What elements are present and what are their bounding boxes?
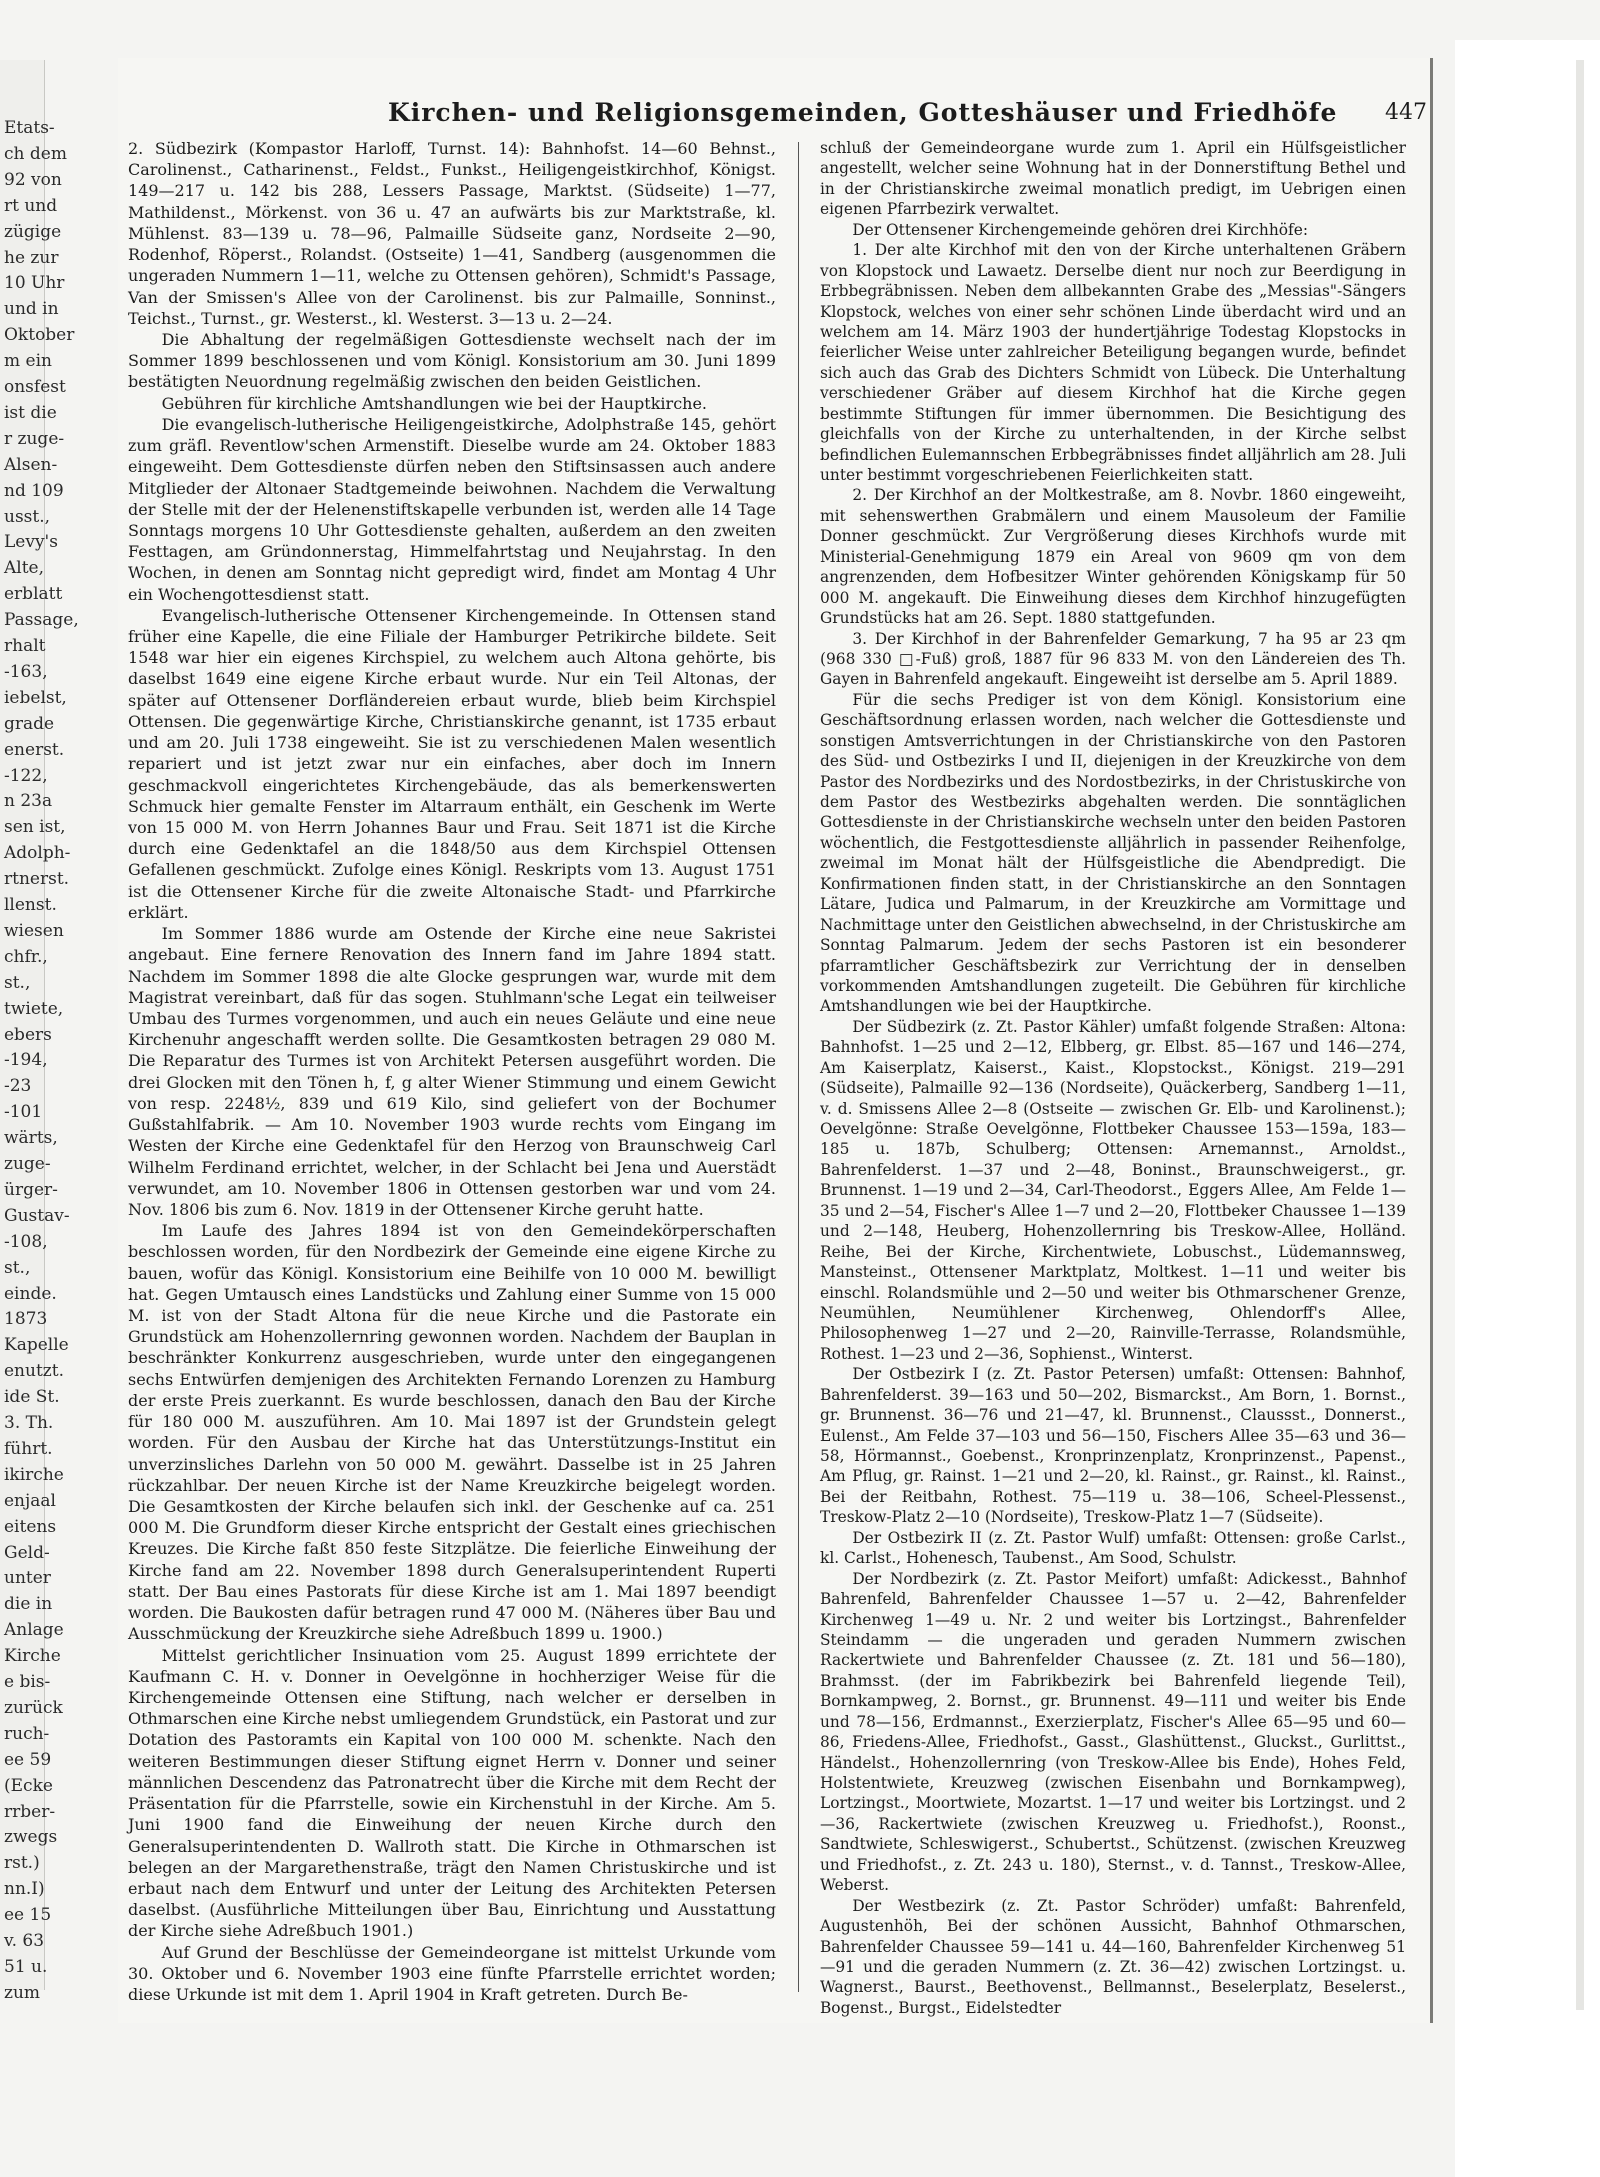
- paragraph: Die Abhaltung der regelmäßigen Gottesdienste wechselt nach der im Sommer 1899 beschlossenen und vom Königl. Konsistorium am 30. Juni 1899 bestätigten Neuordnung regelmäßig zwischen den beiden Geistlichen.: [128, 329, 776, 392]
- margin-fragment: zum: [4, 1982, 41, 2003]
- previous-page-margin-strip: [0, 60, 79, 2003]
- margin-fragment: nd 109: [4, 480, 64, 501]
- margin-fragment: wiesen: [4, 920, 64, 941]
- margin-fragment: enjaal: [4, 1490, 56, 1511]
- margin-fragment: zuge-: [4, 1154, 51, 1174]
- paragraph: Auf Grund der Beschlüsse der Gemeindeorgane ist mittelst Urkunde vom 30. Oktober und 6. November 1903 eine fünfte Pfarrstelle errichtet worden; diese Urkunde ist mit dem 1. April 1904 in Kraft getreten. Durch Be-: [128, 1942, 776, 2005]
- margin-fragment: Oktober: [4, 325, 75, 346]
- margin-fragment: ebers: [4, 1024, 52, 1045]
- margin-fragment: he zur: [4, 247, 59, 268]
- paragraph: Im Laufe des Jahres 1894 ist von den Gemeindekörperschaften beschlossen worden, für den Nordbezirk der Gemeinde eine eigene Kirche zu bauen, wofür das Königl. Konsistorium eine Beihilfe von 10 000 M. bewilligt hat. Gegen Umtausch eines Landstücks und Zahlung einer Summe von 15 000 M. ist von der Stadt Altona für die neue Kirche und die Pastorate ein Grundstück am Hohenzollernring gewonnen worden. Nachdem der Bauplan in beschränkter Konkurrenz ausgeschrieben, wurde unter den eingegangenen sechs Entwürfen demjenigen des Architekten Fernando Lorenzen zu Hamburg der erste Preis zuerkannt. Es wurde beschlossen, danach den Bau der Kirche für 180 000 M. auszuführen. Am 10. Mai 1897 ist der Grundstein gelegt worden. Für den Ausbau der Kirche hat das Unterstützungs-Institut ein unverzinsliches Darlehn von 50 000 M. gewährt. Dasselbe ist in 25 Jahren rückzahlbar. Der neuen Kirche ist der Name Kreuzkirche beigelegt worden. Die Gesamtkosten der Kirche belaufen sich inkl. der Geschenke auf ca. 251 000 M. Die Grundform dieser Kirche entspricht der Gestalt eines griechischen Kreuzes. Die Kirche faßt 850 feste Sitzplätze. Die feierliche Einweihung der Kirche fand am 22. November 1898 durch Generalsuperintendent Ruperti statt. Der Bau eines Pastorats für diese Kirche ist am 1. Mai 1897 beendigt worden. Die Baukosten dafür betragen rund 47 000 M. (Näheres über Bau und Ausschmückung der Kreuzkirche siehe Adreßbuch 1899 u. 1900.): [128, 1221, 776, 1644]
- margin-fragment: enerst.: [4, 739, 65, 760]
- right-edge-shadow: [1576, 60, 1584, 2010]
- margin-fragment: die in: [4, 1594, 53, 1615]
- margin-fragment: grade: [4, 713, 55, 734]
- margin-fragment: rst.): [4, 1853, 40, 1874]
- margin-fragment: -101: [4, 1102, 43, 1123]
- margin-fragment: eitens: [4, 1516, 57, 1537]
- margin-fragment: ee 59: [4, 1749, 52, 1770]
- paragraph: Der Ostbezirk I (z. Zt. Pastor Petersen) umfaßt: Ottensen: Bahnhof, Bahrenfelderst. 39—163 und 50—202, Bismarckst., Am Born, 1. Bornst., gr. Brunnenst. 36—76 und 21—47, kl. Brunnenst., Claussst., Donnerst., Eulenst., Am Felde 37—103 und 56—150, Fischers Allee 35—63 und 36—58, Hörmannst., Goebenst., Kronprinzenplatz, Kronprinzenst., Papenst., Am Pflug, gr. Rainst. 1—21 und 2—20, kl. Rainst., gr. Rainst., kl. Rainst., Bei der Reitbahn, Rothest. 75—119 u. 38—106, Scheel-Plessenst., Treskow-Platz 2—10 (Nordseite), Treskow-Platz 1—7 (Südseite).: [820, 1365, 1406, 1527]
- paragraph: Der Ostbezirk II (z. Zt. Pastor Wulf) umfaßt: Ottensen: große Carlst., kl. Carlst., Hohenesch, Taubenst., Am Sood, Schulstr.: [820, 1528, 1406, 1568]
- margin-fragment: zurück: [4, 1697, 63, 1718]
- margin-fragment: iebelst,: [4, 687, 67, 708]
- margin-fragment: st.,: [4, 1257, 31, 1278]
- margin-fragment: ruch-: [4, 1723, 50, 1744]
- margin-fragment: 1873: [4, 1309, 48, 1330]
- margin-fragment: einde.: [4, 1283, 57, 1304]
- paragraph: Die evangelisch-lutherische Heiligengeistkirche, Adolphstraße 145, gehört zum gräfl. Reventlow'schen Armenstift. Dieselbe wurde am 24. Oktober 1883 eingeweiht. Dem Gottesdienste dürfen neben den Stiftsinsassen auch andere Mitglieder der Altonaer Stadtgemeinde beiwohnen. Nachdem die Verwaltung der Stelle mit der der Helenenstiftskapelle verbunden ist, werden alle 14 Tage Sonntags morgens 10 Uhr Gottesdienste gehalten, außerdem an den zweiten Festtagen, am Gründonnerstag, Himmelfahrtstag und Neujahrstag. In den Wochen, in denen am Sonntag nicht gepredigt wird, findet am Montag 4 Uhr ein Wochengottesdienst statt.: [128, 414, 776, 604]
- margin-fragment: zügige: [4, 221, 62, 242]
- paragraph: schluß der Gemeindeorgane wurde zum 1. April ein Hülfsgeistlicher angestellt, welcher seine Wohnung hat in der Donnerstiftung Bethel und in der Christianskirche zweimal monatlich predigt, im Uebrigen einen eigenen Pfarrbezirk verwaltet.: [820, 139, 1406, 219]
- margin-fragment: ürger-: [4, 1179, 58, 1200]
- margin-fragment: 10 Uhr: [4, 273, 65, 294]
- margin-fragment: llenst.: [4, 895, 57, 915]
- paragraph: Der Ottensener Kirchengemeinde gehören drei Kirchhöfe:: [852, 220, 1309, 239]
- margin-fragment: zwegs: [4, 1827, 58, 1848]
- margin-fragment: Adolph-: [4, 843, 71, 864]
- margin-fragment: rt und: [4, 195, 58, 216]
- margin-fragment: und in: [4, 299, 59, 320]
- margin-fragment: Anlage: [4, 1620, 64, 1641]
- margin-fragment: -108,: [4, 1231, 48, 1252]
- paragraph: Im Sommer 1886 wurde am Ostende der Kirche eine neue Sakristei angebaut. Eine fernere Renovation des Innern fand im Jahre 1894 statt. Nachdem im Sommer 1898 die alte Glocke gesprungen war, wurde mit dem Magistrat vereinbart, daß für das sogen. Stuhlmann'sche Legat ein teilweiser Umbau des Turmes vorgenommen, und auch ein neues Geläute und eine neue Kirchenuhr angeschafft werden sollte. Die Gesamtkosten betragen 29 080 M. Die Reparatur des Turmes ist von Architekt Petersen ausgeführt worden. Die drei Glocken mit den Tönen h, f, g alter Wiener Stimmung und einem Gewicht von resp. 2248½, 839 und 619 Kilo, sind geliefert von der Bochumer Gußstahlfabrik. — Am 10. November 1903 wurde rechts vom Eingang im Westen der Kirche eine Gedenktafel für den Herzog von Braunschweig Carl Wilhelm Ferdinand errichtet, welcher, in der Schlacht bei Jena und Auerstädt verwundet, am 10. November 1806 in Ottensen gestorben war und vom 24. Nov. 1806 bis zum 6. Nov. 1819 in der Ottensener Kirche geruht hatte.: [128, 924, 776, 1219]
- margin-fragment: e bis-: [4, 1672, 51, 1692]
- margin-fragment: usst.,: [4, 506, 51, 527]
- paragraph: Der Südbezirk (z. Zt. Pastor Kähler) umfaßt folgende Straßen: Altona: Bahnhofst. 1—25 und 2—12, Elbberg, gr. Elbst. 85—167 und 146—274, Am Kaiserplatz, Kaiserst., Kaist., Klopstockst., Königst. 219—291 (Südseite), Palmaille 92—136 (Nordseite), Quäckerberg, Sandberg 1—11, v. d. Smissens Allee 2—8 (Ostseite — zwischen Gr. Elb- und Karolinenst.); Oevelgönne: Straße Oevelgönne, Flottbeker Chaussee 153—159a, 183—185 u. 187b, Schulberg; Ottensen: Arnemannst., Arnoldst., Bahrenfelderst. 1—37 und 2—48, Boninst., Braunschweigerst., gr. Brunnenst. 1—19 und 2—34, Carl-Theodorst., Eggers Allee, Am Felde 1—35 und 2—54, Fischer's Allee 1—7 und 2—20, Flottbeker Chaussee 1—139 und 2—148, Heuberg, Hohenzollernring bis Treskow-Allee, Holländ. Reihe, Bei der Kirche, Kirchentwiete, Lobuschst., Lüdemannsweg, Mansteinst., Ottensener Marktplatz, Moltkest. 1—11 und weiter bis einschl. Rolandsmühle und 2—50 und weiter bis Othmarschener Grenze, Neumühlen, Neumühlener Kirchenweg, Ohlendorff's Allee, Philosophenweg 1—27 und 2—20, Rainville-Terrasse, Rolandsmühle, Rothest. 1—23 und 2—36, Sophienst., Winterst.: [820, 1017, 1406, 1363]
- left-text-column: [128, 138, 776, 2018]
- margin-fragment: r zuge-: [4, 428, 65, 449]
- margin-fragment: ide St.: [4, 1387, 60, 1408]
- margin-fragment: erblatt: [4, 584, 63, 605]
- margin-fragment: -163,: [4, 661, 48, 682]
- paragraph: Evangelisch-lutherische Ottensener Kirchengemeinde. In Ottensen stand früher eine Kapelle, die eine Filiale der Hamburger Petrikirche bildete. Seit 1548 war hier ein eigenes Kirchspiel, zu welchem auch Altona gehörte, bis daselbst 1649 eine eigene Kirche erbaut wurde. Nur ein Teil Altonas, der später auf Ottensener Dorfländereien erbaut wurde, blieb beim Kirchspiel Ottensen. Die gegenwärtige Kirche, Christianskirche genannt, ist 1735 erbaut und am 20. Juli 1738 eingeweiht. Sie ist zu verschiedenen Malen wesentlich repariert und ist jetzt zwar nur ein einfaches, aber doch im Innern geschmackvoll eingerichtetes Kirchengebäude, das als bemerkenswerten Schmuck hier gemalte Fenster im Altarraum enthält, ein Geschenk im Werte von 15 000 M. von Herrn Johannes Baur und Frau. Seit 1871 ist die Kirche durch eine Gedenktafel an die 1848/50 aus dem Kirchspiel Ottensen Gefallenen geschmückt. Zufolge eines Königl. Reskripts vom 13. August 1751 ist die Ottensener Kirche für die zweite Altonaische Stadt- und Pfarrkirche erklärt.: [128, 605, 776, 922]
- margin-fragment: -122,: [4, 765, 48, 786]
- margin-fragment: 92 von: [4, 169, 62, 190]
- margin-fragment: onsfest: [4, 377, 66, 397]
- margin-fragment: ch dem: [4, 143, 67, 164]
- margin-fragment: n 23a: [4, 791, 53, 812]
- margin-fragment: rhalt: [4, 636, 46, 656]
- paragraph: Mittelst gerichtlicher Insinuation vom 25. August 1899 errichtete der Kaufmann C. H. v. Donner in Oevelgönne in hochherziger Weise für die Kirchengemeinde Ottensen eine Stiftung, nach welcher er derselben in Othmarschen eine Kirche nebst umliegendem Grundstück, ein Pastorat und zur Dotation des Pastoramts ein Kapital von 100 000 M. schenkte. Nach den weiteren Bestimmungen dieser Stiftung eignet Herrn v. Donner und seiner männlichen Descendenz das Patronatrecht über die Kirche mit dem Recht der Präsentation für die Pfarrstelle, sowie ein Kirchenstuhl in der Kirche. Am 5. Juni 1900 fand die Einweihung der neuen Kirche durch den Generalsuperintendenten D. Wallroth statt. Die Kirche in Othmarschen ist belegen an der Margarethenstraße, trägt den Namen Christuskirche und ist erbaut nach dem Entwurf und unter der Leitung des Architekten Petersen daselbst. (Ausführliche Mitteilungen über Bau, Einrichtung und Ausstattung der Kirche siehe Adreßbuch 1901.): [128, 1645, 776, 1941]
- running-head-title: Kirchen- und Religionsgemeinden, Gotteshäuser und Friedhöfe: [388, 98, 1338, 127]
- paragraph: Der Nordbezirk (z. Zt. Pastor Meifort) umfaßt: Adickesst., Bahnhof Bahrenfeld, Bahrenfelder Chaussee 1—57 u. 2—42, Bahrenfelder Kirchenweg 1—49 u. Nr. 2 und weiter bis Lortzingst., Bahrenfelder Steindamm — die ungeraden und geraden Nummern zwischen Rackertwiete und Bahrenfelder Chaussee (z. Zt. 181 und 56—180), Brahmsst. (der im Fabrikbezirk bei Bahrenfeld liegende Teil), Bornkampweg, 2. Bornst., gr. Brunnenst. 49—111 und weiter bis Ende und 78—156, Erdmannst., Exerzierplatz, Fischer's Allee 65—95 und 60—86, Friedens-Allee, Friedhofst., Gasst., Glashüttenst., Gluckst., Gurlittst., Händelst., Hohenzollernring (von Treskow-Allee bis Ende), Hohes Feld, Holstentwiete, Kreuzweg (zwischen Eisenbahn und Bornkampweg), Lortzingst., Moortwiete, Mozartst. 1—17 und weiter bis Lortzingst. und 2—36, Rackertwiete (zwischen Kreuzweg u. Friedhofst.), Roonst., Sandtwiete, Schleswigerst., Schubertst., Schützenst. (zwischen Kreuzweg und Friedhofst., z. Zt. 243 u. 180), Sternst., v. d. Tannst., Treskow-Allee, Weberst.: [820, 1569, 1406, 1895]
- margin-fragment: m ein: [4, 351, 52, 372]
- margin-fragment: Passage,: [4, 610, 79, 631]
- column-divider: [798, 142, 799, 1992]
- margin-fragment: -194,: [4, 1050, 48, 1071]
- paragraph: 1. Der alte Kirchhof mit den von der Kirche unterhaltenen Gräbern von Klopstock und Lawaetz. Derselbe dient nur noch zur Beerdigung in Erbbegräbnissen. Neben dem allbekannten Grabe des „Messias"-Sängers Klopstock, welches von einer sehr schönen Linde überdacht wird und an welchem am 14. März 1903 der hundertjährige Todestag Klopstocks in feierlicher Weise unter zahlreicher Beteiligung begangen wurde, befindet sich auch das Grab des Dichters Schmidt von Lübeck. Die Unterhaltung verschiedener Gräber auf diesem Kirchhof hat die Kirche gegen bestimmte Stiftungen für immer übernommen. Die Besichtigung des gleichfalls von der Kirche zu unterhaltenden, in der Kirche selbst befindlichen Eulemannschen Erbbegräbnisses findet alljährlich am 28. Juli unter bestimmt vorgeschriebenen Feierlichkeiten statt.: [820, 241, 1406, 484]
- margin-fragment: ee 15: [4, 1905, 52, 1926]
- paragraph: Für die sechs Prediger ist von dem Königl. Konsistorium eine Geschäftsordnung erlassen worden, nach welcher die Gottesdienste und sonstigen Amtsverrichtungen in der Christianskirche von den Pastoren des Süd- und Ostbezirks I und II, diejenigen in der Kreuzkirche von dem Pastor des Nordbezirks und des Nordostbezirks, in der Christuskirche von dem Pastor des Westbezirks abgehalten werden. Die sonntäglichen Gottesdienste in der Christianskirche wechseln unter den beiden Pastoren wöchentlich, die Festgottesdienste alljährlich in passender Reihenfolge, zweimal im Monat hält der Hülfsgeistliche die Abendpredigt. Die Konfirmationen finden statt, in der Christianskirche an den Sonntagen Lätare, Judica und Palmarum, in der Kreuzkirche am Vormittage und Nachmittage unter den Geistlichen abwechselnd, in der Christuskirche am Sonntag Palmarum. Jedem der sechs Pastoren ist ein besonderer pfarramtlicher Geschäftsbezirk zur Verrichtung der in denselben vorkommenden Amtshandlungen zugeteilt. Die Gebühren für kirchliche Amtshandlungen wie bei der Hauptkirche.: [820, 690, 1406, 1016]
- margin-fragment: rrber-: [4, 1801, 56, 1822]
- margin-fragment: v. 63: [4, 1931, 45, 1951]
- book-page: [118, 58, 1433, 2023]
- paragraph: 3. Der Kirchhof in der Bahrenfelder Gemarkung, 7 ha 95 ar 23 qm (968 330 □-Fuß) groß, 1887 für 96 833 M. von den Ländereien des Th. Gayen in Bahrenfeld angekauft. Eingeweiht ist derselbe am 5. April 1889.: [820, 629, 1406, 689]
- paragraph: Der Westbezirk (z. Zt. Pastor Schröder) umfaßt: Bahrenfeld, Augustenhöh, Bei der schönen Aussicht, Bahnhof Othmarschen, Bahrenfelder Chaussee 59—141 u. 44—160, Bahrenfelder Kirchenweg 51—91 und die geraden Nummern (z. Zt. 36—42) zwischen Lortzingst. u. Wagnerst., Baurst., Beethovenst., Bellmannst., Beselerplatz, Beselerst., Bogenst., Burgst., Eidelstedter: [820, 1896, 1406, 2017]
- margin-fragment: 3. Th.: [4, 1413, 54, 1433]
- margin-fragment: rtnerst.: [4, 869, 70, 890]
- right-text-column: [820, 138, 1406, 2018]
- margin-fragment: ist die: [4, 402, 57, 423]
- margin-fragment: (Ecke: [4, 1775, 53, 1796]
- paragraph: 2. Südbezirk (Kompastor Harloff, Turnst. 14): Bahnhofst. 14—60 Behnst., Carolinenst., Catharinenst., Feldst., Funkst., Heiligengeistkirchhof, Königst. 149—217 u. 142 bis 288, Lessers Passage, Marktst. (Südseite) 1—77, Mathildenst., Mörkenst. von 36 u. 47 an aufwärts bis zur Marktstraße, kl. Mühlenst. 83—139 u. 78—96, Palmaille Südseite ganz, Nordseite 2—90, Rodenhof, Röperst., Rolandst. (Ostseite) 1—41, Sandberg (ausgenommen die ungeraden Nummern 1—11, welche zu Ottensen gehören), Schmidt's Passage, Van der Smissen's Allee von der Carolinenst. bis zur Palmaille, Sonninst., Teichst., Turnst., gr. Westerst., kl. Westerst. 3—13 u. 2—24.: [128, 139, 776, 328]
- margin-fragment: enutzt.: [4, 1361, 64, 1382]
- margin-fragment: Kirche: [4, 1646, 61, 1667]
- margin-fragment: Gustav-: [4, 1205, 70, 1226]
- margin-fragment: nn.I): [4, 1879, 45, 1900]
- margin-fragment: Kapelle: [4, 1335, 69, 1356]
- paragraph: 2. Der Kirchhof an der Moltkestraße, am 8. Novbr. 1860 eingeweiht, mit sehenswerthen Grabmälern und einem Mausoleum der Familie Donner geschmückt. Zur Vergrößerung dieses Kirchhofs wurde mit Ministerial-Genehmigung 1879 ein Areal von 9609 qm von dem angrenzenden, dem Hofbesitzer Winter gehörenden Königskamp für 50 000 M. angekauft. Die Einweihung dieses dem Kirchhof hinzugefügten Grundstücks hat am 26. Sept. 1880 stattgefunden.: [820, 486, 1406, 628]
- page-header: [118, 98, 1430, 138]
- margin-fragment: 51 u.: [4, 1956, 48, 1977]
- margin-fragment: Levy's: [4, 532, 58, 553]
- margin-fragment: Alsen-: [4, 454, 58, 475]
- margin-fragment: Alte,: [4, 558, 45, 579]
- margin-fragment: chfr.,: [4, 946, 48, 967]
- margin-fragment: führt.: [4, 1438, 53, 1459]
- margin-fragment: Etats-: [4, 118, 55, 138]
- margin-fragment: st.,: [4, 972, 31, 993]
- margin-fragment: wärts,: [4, 1128, 58, 1149]
- margin-fragment: Geld-: [4, 1542, 50, 1563]
- paragraph: Gebühren für kirchliche Amtshandlungen wie bei der Hauptkirche.: [161, 393, 708, 413]
- margin-fragment: twiete,: [4, 998, 64, 1019]
- margin-fragment: -23: [4, 1076, 32, 1097]
- margin-fragment: unter: [4, 1568, 51, 1589]
- margin-fragment: sen ist,: [4, 817, 66, 838]
- margin-fragment: ikirche: [4, 1464, 64, 1485]
- page-number: 447: [1385, 100, 1427, 125]
